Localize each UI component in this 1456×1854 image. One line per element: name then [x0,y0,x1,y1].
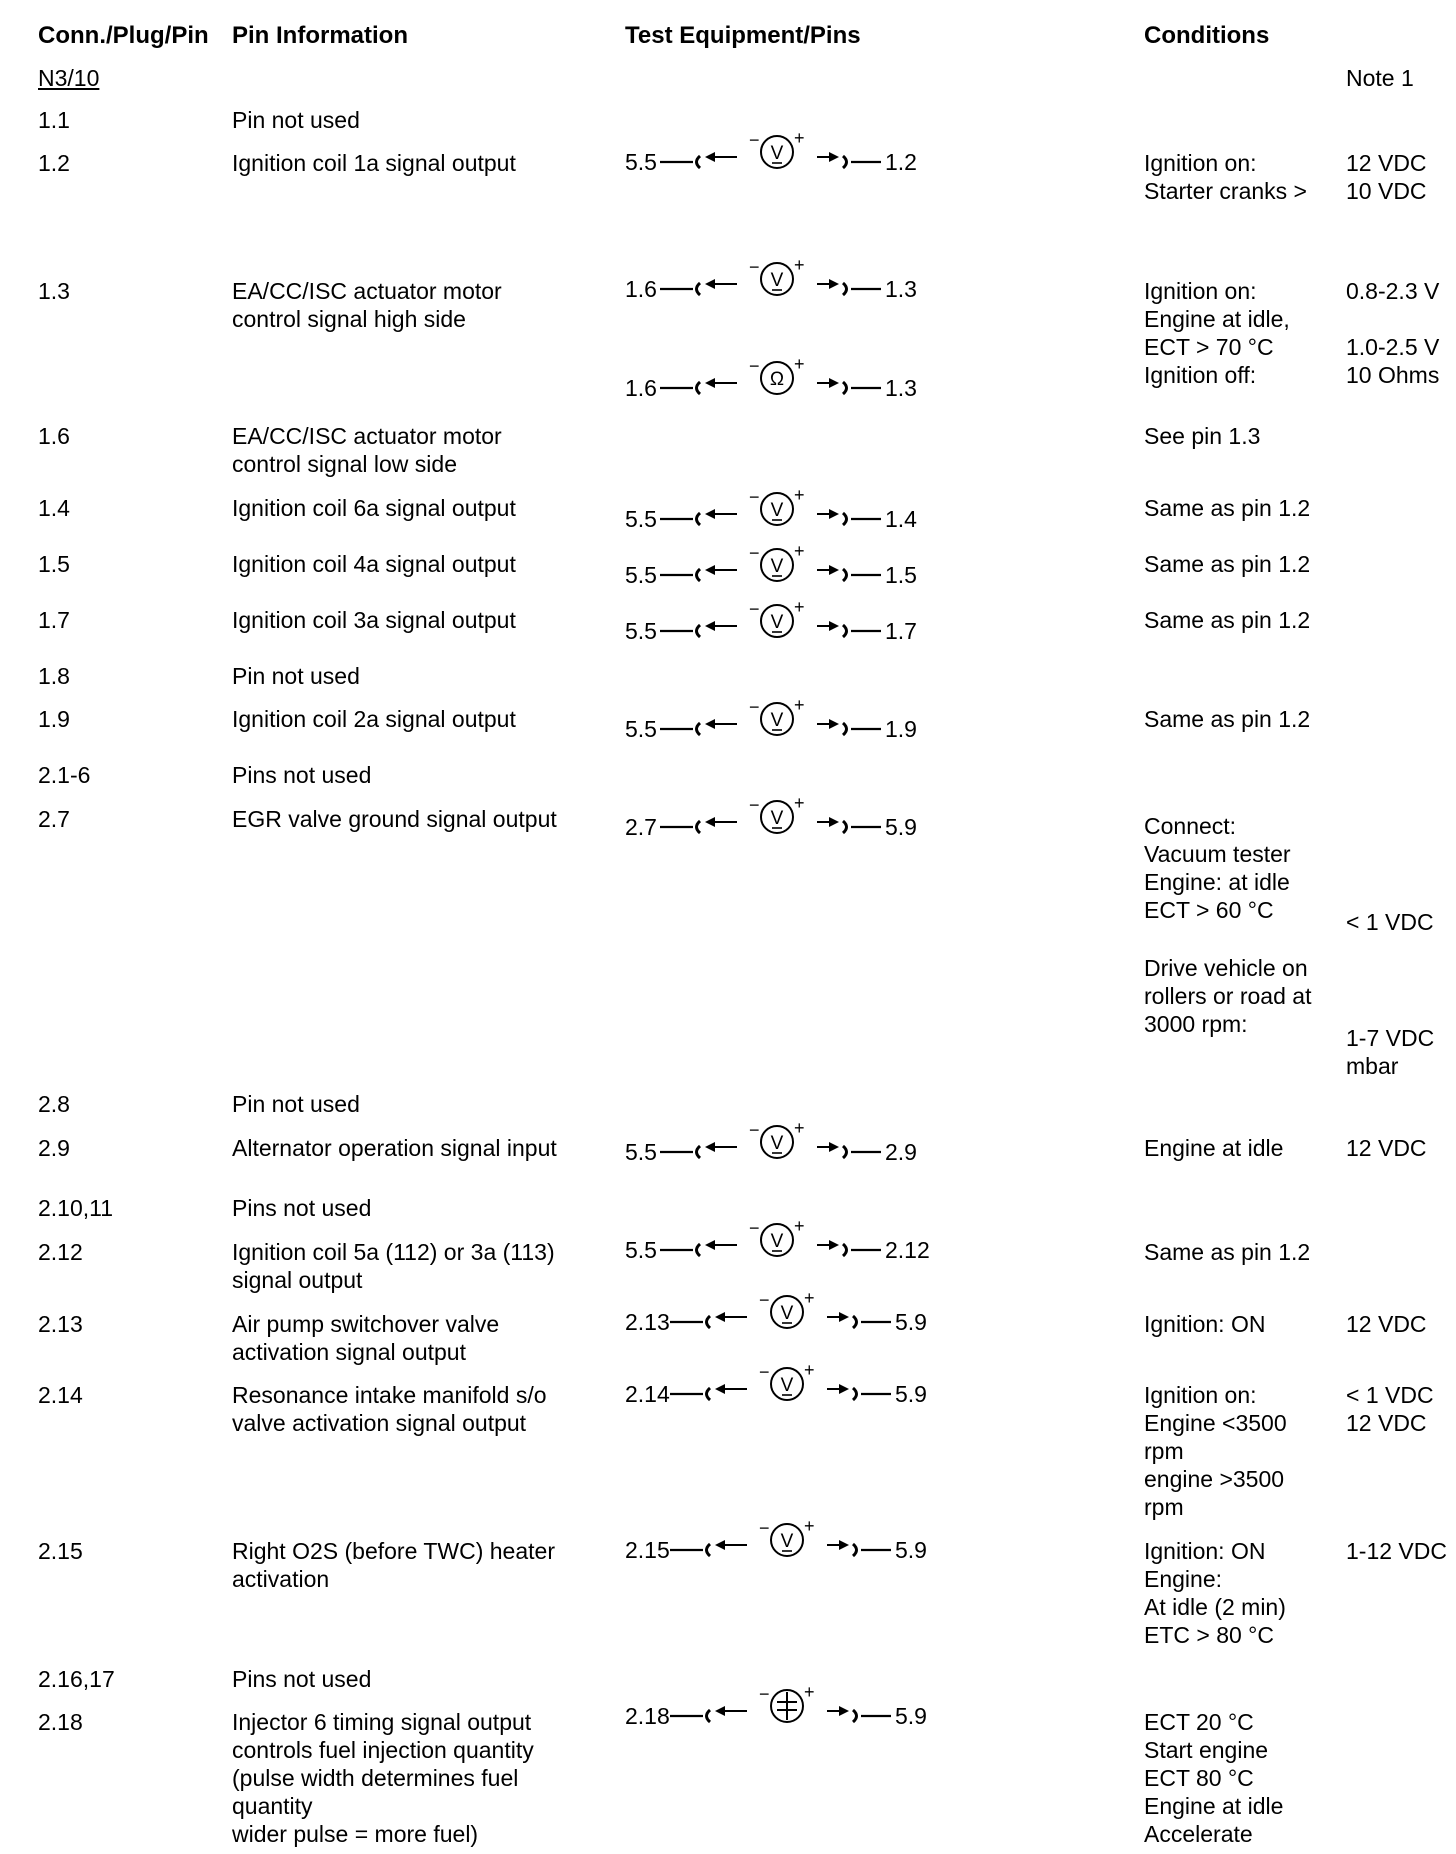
condition-line: Same as pin 1.2 [1144,1239,1311,1265]
connector-id: N3/10 [38,65,100,91]
tester-symbol [625,1216,925,1276]
pin-number: 2.10,11 [38,1195,114,1221]
probe-bracket-right [843,569,847,581]
condition-line: Vacuum tester [1144,841,1291,867]
probe-bracket-right [853,1316,857,1328]
arrow-left-head [705,509,715,519]
polarity-minus: − [759,1362,770,1382]
pin-info-line: Ignition coil 5a (112) or 3a (113) [232,1239,555,1265]
condition-line: ECT 20 °C [1144,1709,1254,1735]
polarity-minus: − [749,697,760,717]
condition-line: At idle (2 min) [1144,1594,1286,1620]
pin-number: 1.5 [38,551,70,577]
test-pin-to: 2.9 [885,1139,917,1165]
condition-line: Connect: [1144,813,1237,839]
arrow-right-head [829,279,839,289]
condition-line: Ignition on: [1144,278,1257,304]
test-pin-to: 1.7 [885,618,917,644]
condition-line: Ignition on: [1144,1382,1257,1408]
arrow-right-head [839,1384,849,1394]
polarity-minus: − [749,543,760,563]
test-pin-from: 5.5 [625,1237,657,1263]
voltmeter-symbol: V [770,270,784,291]
pin-info-line: activation signal output [232,1339,466,1365]
condition-line: rollers or road at [1144,983,1312,1009]
probe-bracket-right [843,821,847,833]
condition-line: ECT > 60 °C [1144,897,1274,923]
measured-value: < 1 VDC [1346,909,1434,935]
voltmeter-symbol: V [770,612,784,633]
pin-info-line: Ignition coil 3a signal output [232,607,516,633]
pin-info-line: Resonance intake manifold s/o [232,1382,547,1408]
pin-info-line: Ignition coil 6a signal output [232,495,516,521]
polarity-plus: + [794,485,805,505]
test-pin-from: 5.5 [625,149,657,175]
header-conditions: Conditions [1144,22,1270,49]
pin-info-line: Injector 6 timing signal output [232,1709,532,1735]
test-pin-from: 5.5 [625,1139,657,1165]
pin-info-line: EA/CC/ISC actuator motor [232,423,502,449]
pin-number: 2.15 [38,1538,83,1564]
arrow-left-head [705,621,715,631]
pin-number: 2.8 [38,1091,70,1117]
condition-line: Ignition: ON [1144,1311,1266,1337]
polarity-minus: − [749,356,760,376]
test-equipment-diagram [625,1216,935,1276]
probe-bracket-right [843,1244,847,1256]
pin-info-line: valve activation signal output [232,1410,527,1436]
arrow-left-head [715,1384,725,1394]
tester-symbol [625,1682,925,1742]
header-conn: Conn./Plug/Pin [38,22,209,49]
polarity-plus: + [794,695,805,715]
ohmmeter-symbol: Ω [769,369,785,390]
condition-line: Start engine [1144,1737,1269,1763]
probe-bracket-right [843,723,847,735]
pin-number: 1.6 [38,423,70,449]
probe-bracket-right [843,283,847,295]
probe-bracket-left [697,723,701,735]
arrow-right-head [829,817,839,827]
arrow-left-head [705,817,715,827]
tester-symbol [625,354,925,414]
test-pin-to: 5.9 [895,1309,927,1335]
voltmeter-symbol: V [780,1375,794,1396]
condition-line: rpm [1144,1438,1184,1464]
pin-info-line: quantity [232,1793,313,1819]
test-equipment-diagram [625,1360,935,1420]
condition-line: Engine: [1144,1566,1223,1592]
pin-number: 2.14 [38,1382,83,1408]
pin-info-line: Right O2S (before TWC) heater [232,1538,555,1564]
probe-bracket-left [707,1544,711,1556]
test-pin-to: 5.9 [895,1381,927,1407]
test-equipment-diagram [625,485,935,545]
pin-info-line: EGR valve ground signal output [232,806,557,832]
probe-bracket-right [843,513,847,525]
arrow-left-head [705,1240,715,1250]
voltmeter-symbol: V [770,556,784,577]
polarity-minus: − [759,1684,770,1704]
test-pin-to: 5.9 [885,814,917,840]
condition-line: ECT 80 °C [1144,1765,1254,1791]
polarity-minus: − [749,599,760,619]
pin-number: 2.13 [38,1311,83,1337]
condition-line: ETC > 80 °C [1144,1622,1274,1648]
polarity-minus: − [749,1218,760,1238]
test-equipment-diagram [625,1682,935,1742]
measured-value: 12 VDC [1346,1311,1427,1337]
arrow-left-head [705,152,715,162]
measured-value: 1.0-2.5 V [1346,334,1440,360]
polarity-plus: + [794,1216,805,1236]
polarity-plus: + [794,128,805,148]
test-pin-from: 2.18 [625,1703,670,1729]
polarity-plus: + [804,1682,815,1702]
probe-bracket-left [697,569,701,581]
probe-bracket-left [697,283,701,295]
voltmeter-symbol: V [770,710,784,731]
test-pin-from: 5.5 [625,562,657,588]
arrow-left-head [715,1312,725,1322]
test-pin-to: 5.9 [895,1703,927,1729]
condition-line: Drive vehicle on [1144,955,1308,981]
probe-bracket-right [843,625,847,637]
arrow-right-head [839,1312,849,1322]
pin-info-line: Pin not used [232,663,360,689]
arrow-right-head [829,565,839,575]
polarity-minus: − [749,487,760,507]
arrow-right-head [829,719,839,729]
condition-line: Starter cranks > [1144,178,1307,204]
pin-info-line: Ignition coil 1a signal output [232,150,516,176]
arrow-right-head [829,621,839,631]
arrow-right-head [829,1240,839,1250]
test-pin-to: 1.4 [885,506,917,532]
probe-bracket-right [853,1388,857,1400]
polarity-minus: − [759,1290,770,1310]
arrow-left-head [705,1142,715,1152]
polarity-plus: + [804,1288,815,1308]
measured-value: 12 VDC [1346,1135,1427,1161]
probe-bracket-right [853,1544,857,1556]
pin-number: 1.7 [38,607,70,633]
condition-line: Ignition on: [1144,150,1257,176]
voltmeter-symbol: V [780,1303,794,1324]
pin-number: 2.12 [38,1239,83,1265]
arrow-left-head [705,719,715,729]
tester-symbol [625,597,925,657]
tester-symbol [625,793,925,853]
condition-line: ECT > 70 °C [1144,334,1274,360]
probe-bracket-right [843,1146,847,1158]
measured-value: < 1 VDC [1346,1382,1434,1408]
pin-number: 1.4 [38,495,70,521]
voltmeter-symbol: V [770,808,784,829]
pin-info-line: (pulse width determines fuel [232,1765,519,1791]
condition-line: Ignition: ON [1144,1538,1266,1564]
pin-number: 1.1 [38,107,70,133]
test-pin-to: 1.3 [885,276,917,302]
pin-info-line: Pin not used [232,107,360,133]
test-equipment-diagram [625,541,935,601]
probe-bracket-left [697,513,701,525]
probe-bracket-left [697,156,701,168]
voltmeter-symbol: V [780,1531,794,1552]
condition-line: Same as pin 1.2 [1144,495,1311,521]
test-pin-from: 2.7 [625,814,657,840]
condition-line: Engine at idle [1144,1135,1284,1161]
polarity-minus: − [749,1120,760,1140]
measured-value: 1-7 VDC [1346,1025,1435,1051]
polarity-minus: − [749,257,760,277]
tester-symbol [625,1516,925,1576]
voltmeter-symbol: V [770,500,784,521]
test-equipment-diagram [625,255,935,315]
condition-line: Engine at idle, [1144,306,1290,332]
polarity-plus: + [804,1516,815,1536]
condition-line: engine >3500 [1144,1466,1285,1492]
tester-symbol [625,1118,925,1178]
test-equipment-diagram [625,354,935,414]
test-pin-from: 1.6 [625,375,657,401]
arrow-left-head [715,1706,725,1716]
voltmeter-symbol: V [770,1231,784,1252]
test-pin-to: 1.9 [885,716,917,742]
test-pin-to: 1.5 [885,562,917,588]
pin-info-line: activation [232,1566,330,1592]
condition-line: Accelerate [1144,1821,1253,1847]
pin-info-line: wider pulse = more fuel) [232,1821,479,1847]
pin-number: 1.9 [38,706,70,732]
pin-info-line: signal output [232,1267,363,1293]
test-pin-from: 2.13 [625,1309,670,1335]
test-pin-from: 1.6 [625,276,657,302]
test-pin-to: 1.3 [885,375,917,401]
polarity-plus: + [804,1360,815,1380]
measured-value: 12 VDC [1346,150,1427,176]
probe-bracket-left [707,1388,711,1400]
measured-value: 10 Ohms [1346,362,1440,388]
pin-number: 2.18 [38,1709,83,1735]
condition-line: Ignition off: [1144,362,1257,388]
tester-symbol [625,1360,925,1420]
measured-value: 0.8-2.3 V [1346,278,1440,304]
pin-info-line: Pin not used [232,1091,360,1117]
condition-line: Engine at idle [1144,1793,1284,1819]
measured-value: mbar [1346,1053,1399,1079]
connector-note: Note 1 [1346,65,1414,91]
tester-symbol [625,255,925,315]
test-pin-to: 5.9 [895,1537,927,1563]
condition-line: Engine: at idle [1144,869,1290,895]
polarity-plus: + [794,354,805,374]
tester-symbol [625,128,925,188]
pin-info-line: EA/CC/ISC actuator motor [232,278,502,304]
arrow-right-head [829,152,839,162]
voltmeter-symbol: V [770,1133,784,1154]
test-equipment-diagram [625,128,935,188]
test-equipment-diagram [625,597,935,657]
pin-info-line: Pins not used [232,1666,372,1692]
pin-info-line: Pins not used [232,762,372,788]
probe-bracket-right [843,382,847,394]
probe-bracket-right [853,1710,857,1722]
arrow-right-head [829,378,839,388]
probe-bracket-right [843,156,847,168]
arrow-right-head [829,509,839,519]
arrow-left-head [705,279,715,289]
probe-bracket-left [697,382,701,394]
pin-number: 1.2 [38,150,70,176]
condition-line: Same as pin 1.2 [1144,551,1311,577]
pin-number: 1.3 [38,278,70,304]
polarity-minus: − [759,1518,770,1538]
condition-line: rpm [1144,1494,1184,1520]
polarity-plus: + [794,597,805,617]
tester-symbol [625,695,925,755]
condition-line: Same as pin 1.2 [1144,706,1311,732]
condition-line: See pin 1.3 [1144,423,1261,449]
pin-info-line: control signal high side [232,306,466,332]
pin-number: 2.16,17 [38,1666,115,1692]
measured-value: 1-12 VDC [1346,1538,1447,1564]
probe-bracket-left [697,625,701,637]
tester-symbol [625,1288,925,1348]
polarity-plus: + [794,793,805,813]
voltmeter-symbol: V [770,143,784,164]
arrow-right-head [829,1142,839,1152]
tester-symbol [625,541,925,601]
tester-symbol [625,485,925,545]
arrow-left-head [715,1540,725,1550]
test-pin-from: 2.15 [625,1537,670,1563]
pin-number: 1.8 [38,663,70,689]
test-equipment-diagram [625,793,935,853]
polarity-minus: − [749,130,760,150]
test-pin-from: 5.5 [625,618,657,644]
test-equipment-diagram [625,695,935,755]
test-pin-from: 5.5 [625,716,657,742]
pin-info-line: Air pump switchover valve [232,1311,500,1337]
test-pin-from: 2.14 [625,1381,670,1407]
header-test-equipment: Test Equipment/Pins [625,22,861,49]
pin-number: 2.9 [38,1135,70,1161]
arrow-right-head [839,1706,849,1716]
polarity-plus: + [794,541,805,561]
arrow-right-head [839,1540,849,1550]
probe-bracket-left [707,1316,711,1328]
probe-bracket-left [697,1244,701,1256]
measured-value: 10 VDC [1346,178,1427,204]
condition-line: 3000 rpm: [1144,1011,1248,1037]
test-equipment-diagram [625,1516,935,1576]
polarity-plus: + [794,255,805,275]
probe-bracket-left [707,1710,711,1722]
probe-bracket-left [697,821,701,833]
condition-line: Same as pin 1.2 [1144,607,1311,633]
test-pin-from: 5.5 [625,506,657,532]
test-equipment-diagram [625,1118,935,1178]
pin-info-line: Ignition coil 2a signal output [232,706,516,732]
polarity-plus: + [794,1118,805,1138]
test-pin-to: 2.12 [885,1237,930,1263]
condition-line: Engine <3500 [1144,1410,1287,1436]
pin-info-line: Pins not used [232,1195,372,1221]
pin-info-line: controls fuel injection quantity [232,1737,534,1763]
test-equipment-diagram [625,1288,935,1348]
pin-info-line: control signal low side [232,451,458,477]
arrow-left-head [705,565,715,575]
measured-value: 12 VDC [1346,1410,1427,1436]
pin-info-line: Ignition coil 4a signal output [232,551,516,577]
pin-number: 2.1-6 [38,762,91,788]
arrow-left-head [705,378,715,388]
probe-bracket-left [697,1146,701,1158]
test-pin-to: 1.2 [885,149,917,175]
polarity-minus: − [749,795,760,815]
pin-info-line: Alternator operation signal input [232,1135,557,1161]
header-pin-info: Pin Information [232,22,408,49]
pin-number: 2.7 [38,806,70,832]
